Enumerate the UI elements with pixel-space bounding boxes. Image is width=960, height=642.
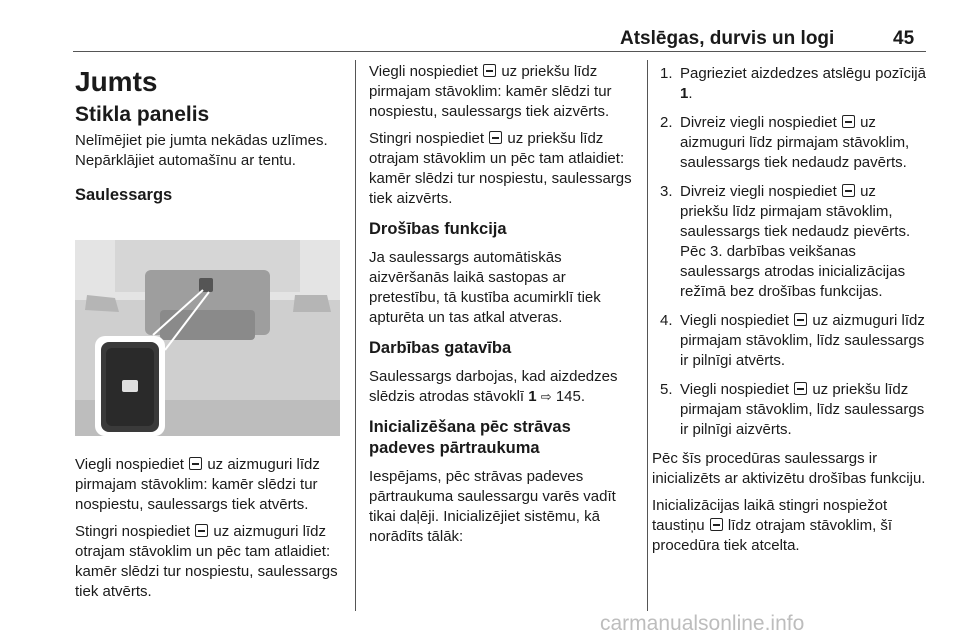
column-2 [369,62,637,554]
heading-sunblind: Saulessargs [75,186,173,204]
initialization-steps [652,64,928,440]
sunblind-switch-icon [483,64,496,77]
after-procedure-text: Pēc šīs procedūras saulessargs ir inicializēts ar aktivizētu drošības funkciju. [652,450,926,487]
heading-initialization: Inicializēšana pēc strāvas padeves pārtraukuma [369,418,571,457]
sunblind-switch-icon [189,457,202,470]
heading-readiness: Darbības gatavība [369,339,512,357]
sunblind-switch-icon [489,131,502,144]
sunblind-switch-icon [794,382,807,395]
list-item: 4. Viegli nospiediet uz aizmuguri līdz pirmajam stāvoklim, līdz saulessargs ir pilnīgi atvērts. [660,312,925,369]
readiness-text: Saulessargs darbojas, kad aizdedzes slēdzis atrodas stāvoklī 1 ⇨ 145. [369,368,618,405]
page-number: 45 [893,28,915,49]
open-firm-text: Stingri nospiediet uz aizmuguri līdz otrajam stāvoklim un pēc tam atlaidiet: kamēr slēdzi tur nospiestu, saulessargs tiek atvērts. [75,523,338,600]
open-light-text: Viegli nospiediet uz aizmuguri līdz pirmajam stāvoklim: kamēr slēdzi tur nospiestu, saulessargs tiek atvērts. [75,456,320,513]
column-divider-1 [355,60,356,611]
heading-safety-function: Drošības funkcija [369,220,507,238]
sunblind-switch-icon [842,184,855,197]
list-item: 2. Divreiz viegli nospiediet uz aizmuguri līdz pirmajam stāvoklim, saulessargs tiek nedaudz pavērts. [660,114,910,171]
header-title: Atslēgas, durvis un logi [620,28,835,49]
sunblind-switch-icon [794,313,807,326]
cancel-text: Inicializācijas laikā stingri nospiežot taustiņu līdz otrajam stāvoklim, šī procedūra tiek atcelta. [652,497,893,554]
sunblind-switch-icon [710,518,723,531]
page-reference-link[interactable]: 145. [555,388,586,405]
page-reference-arrow-icon: ⇨ [540,389,552,404]
column-1 [75,58,343,609]
intro-text: Nelīmējiet pie jumta nekādas uzlīmes. Nepārklājiet automašīnu ar tentu. [75,132,328,169]
sunblind-switch-photo [75,240,340,436]
safety-text: Ja saulessargs automātiskās aizvēršanās laikā sastopas ar pretestību, tā kustība acumirklī tiek apturēta un tas atkal atveras. [369,249,601,326]
header-rule [73,51,926,52]
initialization-text: Iespējams, pēc strāvas padeves pārtraukuma saulessargu varēs vadīt tikai daļēji. Inicializējiet sistēmu, kā norādīts tālāk: [369,468,616,545]
close-light-text: Viegli nospiediet uz priekšu līdz pirmajam stāvoklim: kamēr slēdzi tur nospiestu, saulessargs tiek aizvērts. [369,63,612,120]
column-divider-2 [647,60,648,611]
column-3 [652,64,928,556]
list-item: 5. Viegli nospiediet uz priekšu līdz pirmajam stāvoklim, līdz saulessargs ir pilnīgi aizvērts. [660,381,925,438]
list-item: 1. Pagrieziet aizdedzes atslēgu pozīcijā 1. [660,65,926,102]
section-heading-roof: Jumts [75,66,158,97]
footer-watermark: carmanualsonline.info [600,612,805,635]
step-3-note: Pēc 3. darbības veikšanas saulessargs atrodas inicializācijas režīmā bez drošības funkcijas. [680,243,906,300]
list-item: 3. Divreiz viegli nospiediet uz priekšu līdz pirmajam stāvoklim, saulessargs tiek nedaudz pievērts. Pēc 3. darbības veikšanas saulessargs atrodas inicializācijas režīmā bez drošības funkcijas. [652,182,928,302]
sunblind-switch-icon [842,115,855,128]
sunblind-switch-icon [195,524,208,537]
subheading-glass-panel: Stikla panelis [75,103,210,126]
close-firm-text: Stingri nospiediet uz priekšu līdz otrajam stāvoklim un pēc tam atlaidiet: kamēr slēdzi tur nospiestu, saulessargs tiek aizvērts. [369,130,632,207]
